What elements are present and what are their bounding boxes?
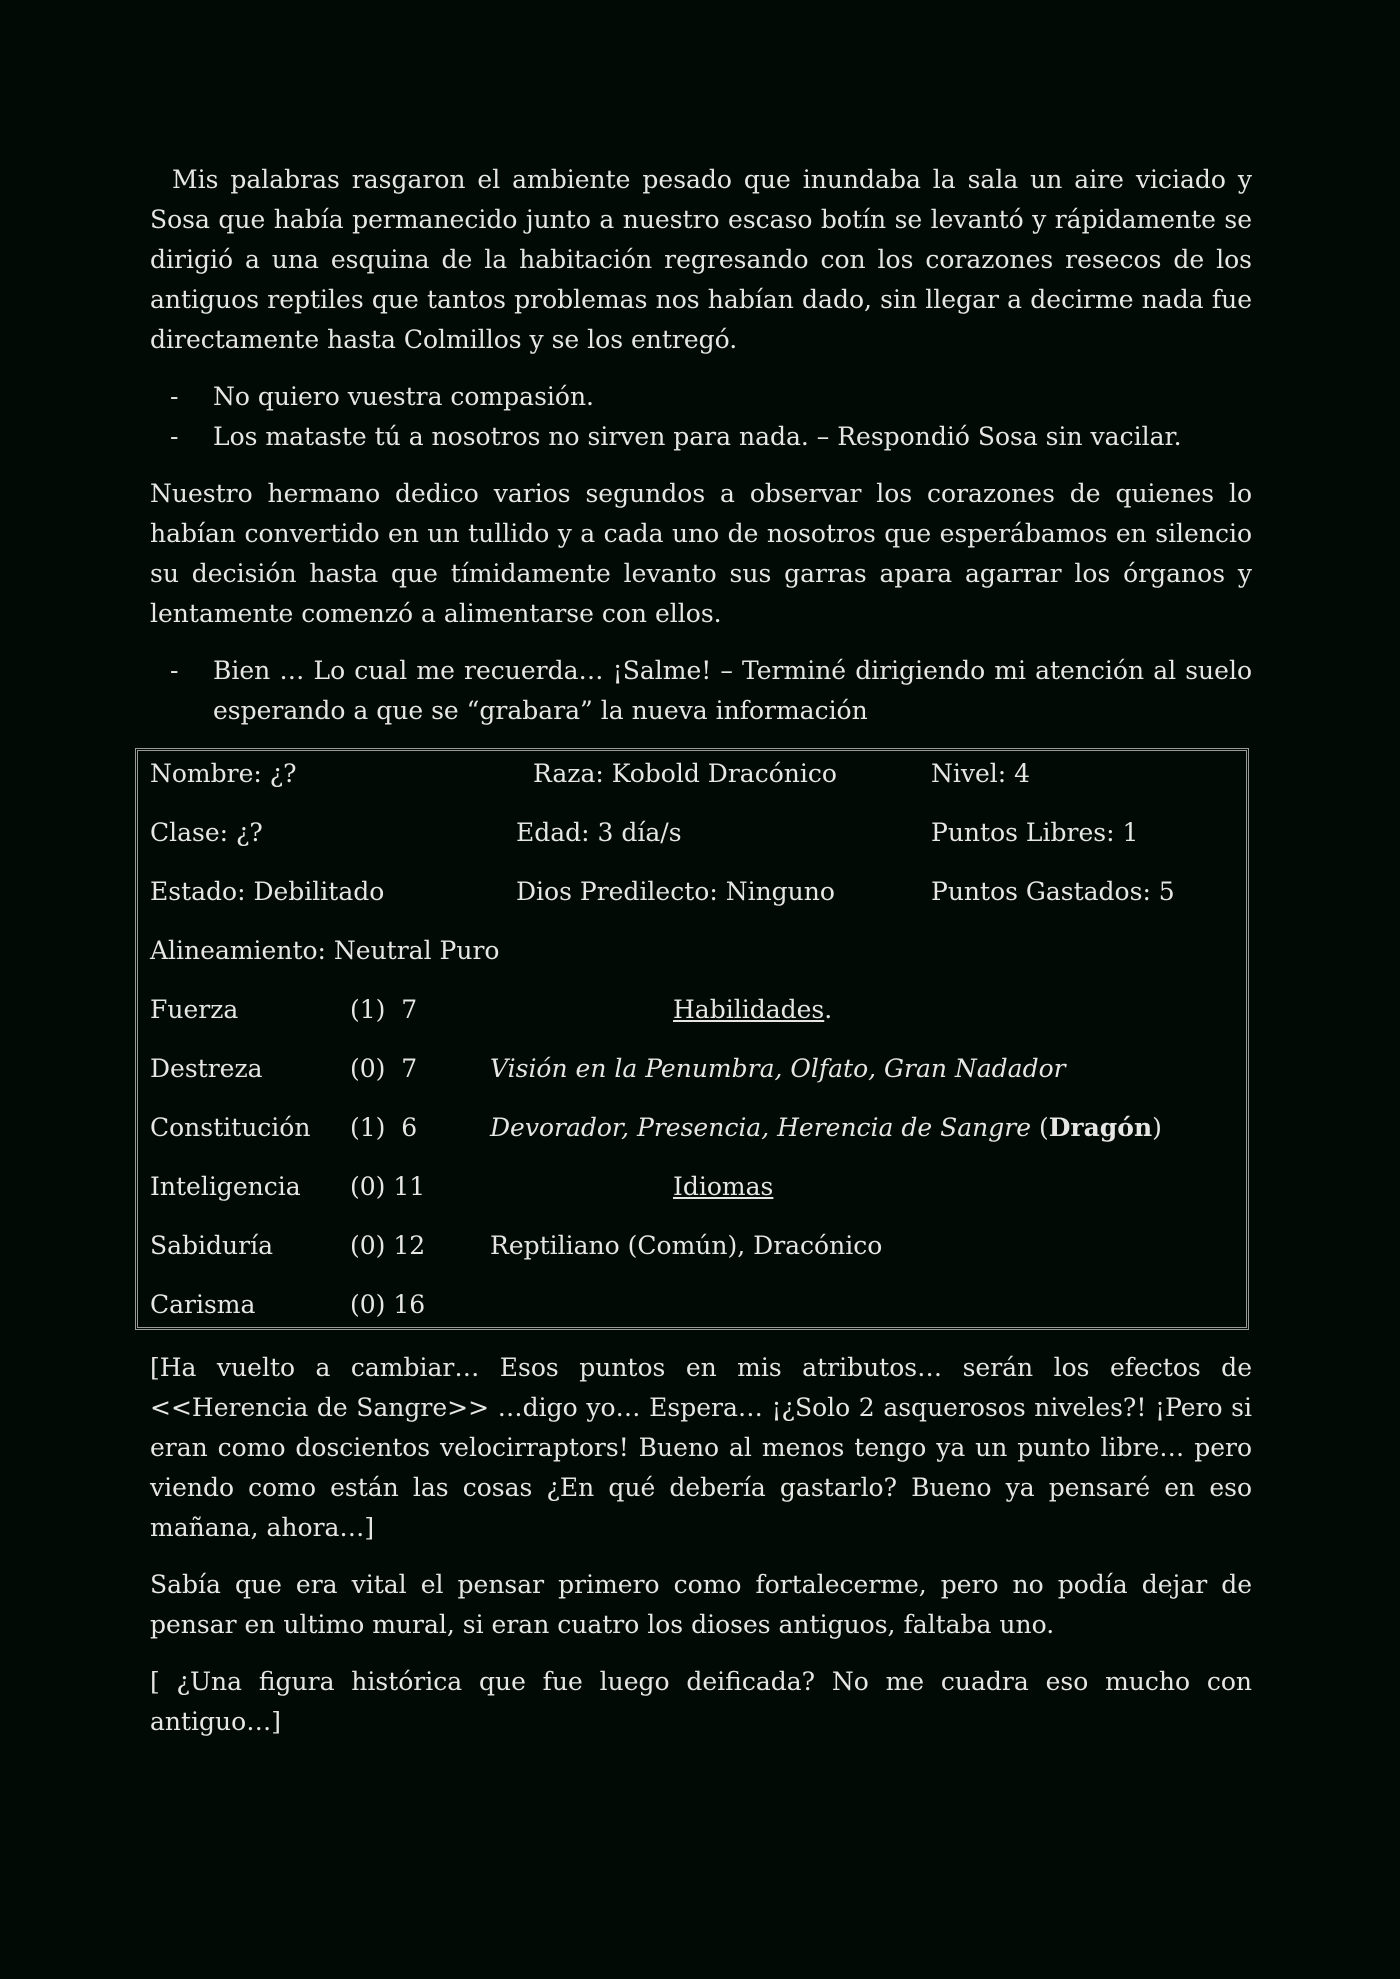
attribute-name: Fuerza bbox=[150, 995, 239, 1024]
status-puntos-libres: Puntos Libres: 1 bbox=[931, 818, 1139, 847]
status-alineamiento: Alineamiento: Neutral Puro bbox=[150, 936, 500, 965]
dialogue-text: Bien … Lo cual me recuerda… ¡Salme! – Terminé dirigiendo mi atención al suelo esperando a que se “grabara” la nueva información bbox=[213, 656, 1252, 725]
habilidades-line-2-bold: Dragón bbox=[1048, 1113, 1153, 1142]
attribute-name: Inteligencia bbox=[150, 1172, 301, 1201]
dialogue-block-1 bbox=[150, 377, 1252, 457]
attribute-name: Constitución bbox=[150, 1113, 311, 1142]
status-window bbox=[135, 748, 1249, 1330]
dialogue-dash: - bbox=[170, 422, 179, 451]
habilidades-line-2-italic: Devorador, Presencia, Herencia de Sangre bbox=[490, 1113, 1032, 1142]
document-page bbox=[150, 160, 1252, 1759]
habilidades-line-2 bbox=[490, 1113, 1162, 1143]
dialogue-line bbox=[150, 377, 1252, 417]
paragraph-brother: Nuestro hermano dedico varios segundos a observar los corazones de quienes lo habían convertido en un tullido y a cada uno de nosotros que esperábamos en silencio su decisión hasta que tímidamente levanto sus garras apara agarrar los órganos y lentamente comenzó a alimentarse con ellos. bbox=[150, 479, 1252, 628]
habilidades-line-2-open: ( bbox=[1031, 1113, 1049, 1142]
dialogue-dash: - bbox=[170, 656, 179, 685]
habilidades-heading-period: . bbox=[824, 995, 833, 1024]
paragraph-question: [ ¿Una figura histórica que fue luego deificada? No me cuadra eso mucho con antiguo…] bbox=[150, 1667, 1252, 1736]
attribute-name: Sabiduría bbox=[150, 1231, 273, 1260]
attribute-name: Destreza bbox=[150, 1054, 263, 1083]
attribute-value: (0) 12 bbox=[350, 1231, 426, 1260]
dialogue-block-2 bbox=[150, 651, 1252, 731]
attribute-value: (0) 7 bbox=[350, 1054, 418, 1083]
attribute-name: Carisma bbox=[150, 1290, 256, 1319]
status-puntos-gastados: Puntos Gastados: 5 bbox=[931, 877, 1175, 906]
habilidades-line-2-close: ) bbox=[1152, 1113, 1162, 1142]
status-clase: Clase: ¿? bbox=[150, 818, 263, 847]
status-edad: Edad: 3 día/s bbox=[516, 818, 682, 847]
paragraph-thoughts: [Ha vuelto a cambiar… Esos puntos en mis atributos… serán los efectos de <<Herencia de Sangre>> …digo yo… Espera… ¡¿Solo 2 asquerosos niveles?! ¡Pero si eran como doscientos velocirraptors! Bueno al menos tengo ya un punto libre… pero viendo como están las cosas ¿En qué debería gastarlo? Bueno ya pensaré en eso mañana, ahora…] bbox=[150, 1353, 1252, 1542]
habilidades-heading-text: Habilidades bbox=[673, 995, 825, 1024]
attribute-value: (0) 16 bbox=[350, 1290, 426, 1319]
dialogue-dash: - bbox=[170, 382, 179, 411]
status-nivel: Nivel: 4 bbox=[931, 759, 1031, 788]
status-estado: Estado: Debilitado bbox=[150, 877, 385, 906]
dialogue-line bbox=[150, 651, 1252, 731]
dialogue-text: Los mataste tú a nosotros no sirven para nada. – Respondió Sosa sin vacilar. bbox=[213, 422, 1182, 451]
status-dios: Dios Predilecto: Ninguno bbox=[516, 877, 835, 906]
attribute-value: (1) 6 bbox=[350, 1113, 418, 1142]
habilidades-line-1: Visión en la Penumbra, Olfato, Gran Nadador bbox=[490, 1054, 1066, 1083]
dialogue-text: No quiero vuestra compasión. bbox=[213, 382, 595, 411]
paragraph-mural: Sabía que era vital el pensar primero como fortalecerme, pero no podía dejar de pensar en ultimo mural, si eran cuatro los dioses antiguos, faltaba uno. bbox=[150, 1570, 1252, 1639]
habilidades-heading bbox=[673, 995, 832, 1025]
status-raza: Raza: Kobold Dracónico bbox=[533, 759, 837, 788]
idiomas-line: Reptiliano (Común), Dracónico bbox=[490, 1231, 883, 1260]
paragraph-opening: Mis palabras rasgaron el ambiente pesado que inundaba la sala un aire viciado y Sosa que había permanecido junto a nuestro escaso botín se levantó y rápidamente se dirigió a una esquina de la habitación regresando con los corazones resecos de los antiguos reptiles que tantos problemas nos habían dado, sin llegar a decirme nada fue directamente hasta Colmillos y se los entregó. bbox=[150, 165, 1252, 354]
idiomas-heading: Idiomas bbox=[673, 1172, 774, 1201]
attribute-value: (1) 7 bbox=[350, 995, 418, 1024]
status-nombre: Nombre: ¿? bbox=[150, 759, 297, 788]
attribute-value: (0) 11 bbox=[350, 1172, 426, 1201]
dialogue-line bbox=[150, 417, 1252, 457]
